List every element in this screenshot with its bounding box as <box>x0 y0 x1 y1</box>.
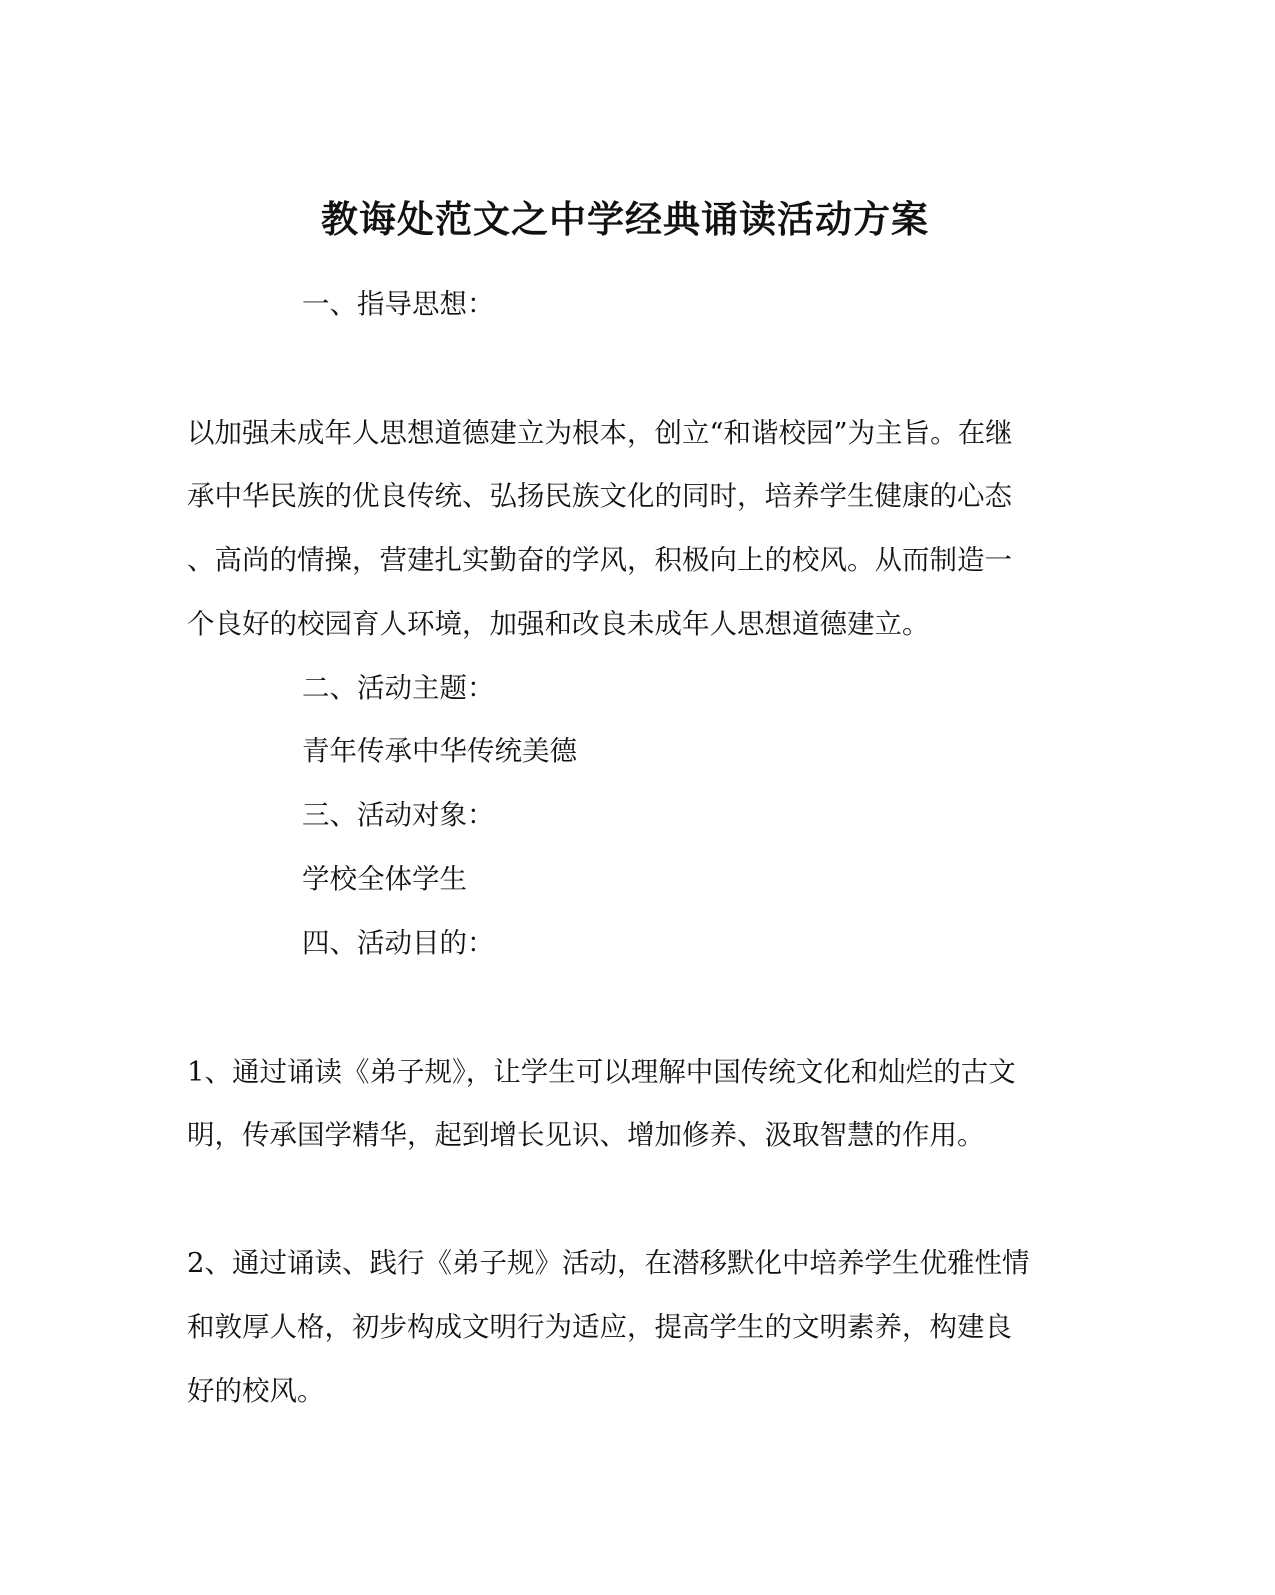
section2-heading: 二、活动主题： <box>302 672 495 704</box>
section3-content: 学校全体学生 <box>302 863 467 895</box>
section3-heading: 三、活动对象： <box>302 799 495 831</box>
section1-line: 个良好的校园育人环境，加强和改良未成年人思想道德建立。 <box>187 608 930 640</box>
section1-line: 承中华民族的优良传统、弘扬民族文化的同时，培养学生健康的心态 <box>187 480 1012 512</box>
section1-heading: 一、指导思想： <box>302 288 495 320</box>
document-title: 教诲处范文之中学经典诵读活动方案 <box>321 196 929 241</box>
section2-content: 青年传承中华传统美德 <box>302 735 577 767</box>
section1-line: 、高尚的情操，营建扎实勤奋的学风，积极向上的校风。从而制造一 <box>187 544 1012 576</box>
section4-heading: 四、活动目的： <box>302 927 495 959</box>
item2-line: 和敦厚人格，初步构成文明行为适应，提高学生的文明素养，构建良 <box>187 1311 1012 1343</box>
item2-line: 好的校风。 <box>187 1375 325 1407</box>
item2-line: 2、通过诵读、践行《弟子规》活动，在潜移默化中培养学生优雅性情 <box>187 1247 1030 1279</box>
item1-line: 1、通过诵读《弟子规》，让学生可以理解中国传统文化和灿烂的古文 <box>187 1056 1016 1088</box>
section1-line: 以加强未成年人思想道德建立为根本，创立“和谐校园”为主旨。在继 <box>187 417 1013 449</box>
item1-line: 明，传承国学精华，起到增长见识、增加修养、汲取智慧的作用。 <box>187 1119 985 1151</box>
